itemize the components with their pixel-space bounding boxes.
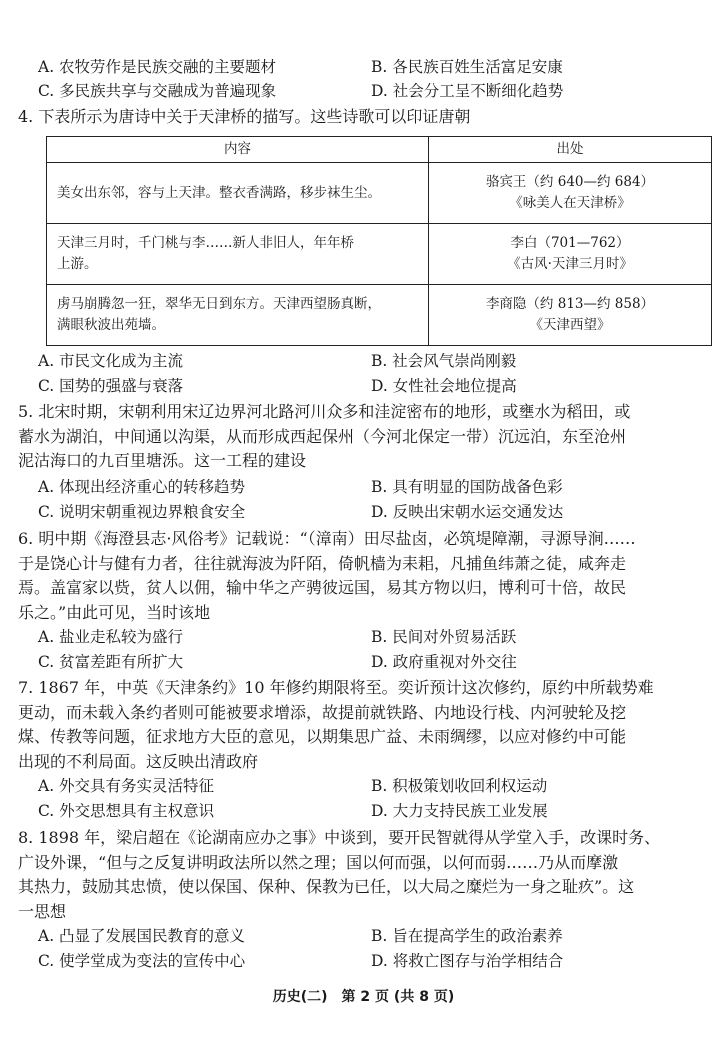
q7-stem: 7. 1867 年，中英《天津条约》10 年修约期限将至。奕䜣预计这次修约，原约中所载势难 更动，而未载入条约者则可能被要求增添，故提前就铁路、内地设行栈、内河驶轮及挖 煤、传教等问题，征求地方大臣的意见，以期集思广益、未雨绸缪，以应对修约中可能 出现的不利局面。这反映出清政府 bbox=[18, 678, 654, 771]
q3-option-a: A. 农牧劳作是民族交融的主要题材 bbox=[38, 58, 277, 76]
poem-content: 虏马崩腾忽一狂，翠华无日到东方。天津西望肠真断， 满眼秋波出苑墙。 bbox=[47, 285, 429, 346]
q6-option-c: C. 贫富差距有所扩大 bbox=[38, 653, 184, 671]
q4-option-a: A. 市民文化成为主流 bbox=[38, 352, 184, 370]
table-header-row bbox=[47, 137, 712, 163]
table-row bbox=[47, 285, 712, 346]
q5-option-d: D. 反映出宋朝水运交通发达 bbox=[371, 503, 564, 521]
q4-option-d: D. 女性社会地位提高 bbox=[371, 377, 517, 395]
table-row bbox=[47, 163, 712, 224]
poem-source: 李白（701—762） 《古风·天津三月时》 bbox=[429, 224, 712, 285]
q6-option-a: A. 盐业走私较为盛行 bbox=[38, 628, 184, 646]
q4-stem: 4. 下表所示为唐诗中关于天津桥的描写。这些诗歌可以印证唐朝 bbox=[18, 107, 471, 126]
q3-option-d: D. 社会分工呈不断细化趋势 bbox=[371, 82, 564, 100]
q8-stem: 8. 1898 年，梁启超在《论湖南应办之事》中谈到，要开民智就得从学堂入手，改课时务、 广设外课，“但与之反复讲明政法所以然之理；国以何而强，以何而弱……乃从而摩激 其热力，鼓励其忠愤，使以保国、保种、保教为已任，以大局之糜烂为一身之耻疚”。这 一思想 bbox=[18, 828, 661, 921]
q5-option-c: C. 说明宋朝重视边界粮食安全 bbox=[38, 503, 246, 521]
table-header-source: 出处 bbox=[429, 137, 712, 163]
q8-option-d: D. 将救亡图存与治学相结合 bbox=[371, 952, 564, 970]
q7-option-b: B. 积极策划收回利权运动 bbox=[371, 777, 548, 795]
q7-option-d: D. 大力支持民族工业发展 bbox=[371, 802, 548, 820]
poem-source: 骆宾王（约 640—约 684） 《咏美人在天津桥》 bbox=[429, 163, 712, 224]
q6-stem: 6. 明中期《海澄县志·风俗考》记载说：“（漳南）田尽盐卤，必筑堤障潮，寻源导涧…… 于是饶心计与健有力者，往往就海波为阡陌，倚帆樯为耒耜，凡捕鱼纬萧之徒，咸奔走 焉。盖富家以赀，贫人以佣，输中华之产骋彼远国，易其方物以归，博利可十倍，故民 乐之。”由此可见，当时该地 bbox=[18, 529, 636, 622]
poem-content: 美女出东邻，容与上天津。整衣香满路，移步袜生尘。 bbox=[47, 163, 429, 224]
q4-option-b: B. 社会风气崇尚刚毅 bbox=[371, 352, 517, 370]
q3-option-b: B. 各民族百姓生活富足安康 bbox=[371, 58, 563, 76]
table-header-content: 内容 bbox=[47, 137, 429, 163]
q7-option-c: C. 外交思想具有主权意识 bbox=[38, 802, 215, 820]
poem-table bbox=[46, 136, 712, 346]
q7-option-a: A. 外交具有务实灵活特征 bbox=[38, 777, 215, 795]
q8-option-c: C. 使学堂成为变法的宣传中心 bbox=[38, 952, 246, 970]
poem-content: 天津三月时，千门桃与李……新人非旧人，年年桥 上游。 bbox=[47, 224, 429, 285]
q4-option-c: C. 国势的强盛与衰落 bbox=[38, 377, 184, 395]
q5-stem: 5. 北宋时期，宋朝利用宋辽边界河北路河川众多和洼淀密布的地形，或壅水为稻田，或 蓄水为湖泊，中间通以沟渠，从而形成西起保州（今河北保定一带）沉远泊，东至沧州 泥沽海口的九百里塘泺。这一工程的建设 bbox=[18, 402, 631, 470]
q5-option-a: A. 体现出经济重心的转移趋势 bbox=[38, 478, 246, 496]
table-row bbox=[47, 224, 712, 285]
q6-option-b: B. 民间对外贸易活跃 bbox=[371, 628, 517, 646]
q5-option-b: B. 具有明显的国防战备色彩 bbox=[371, 478, 563, 496]
page-footer: 历史(二) 第 2 页 (共 8 页) bbox=[272, 989, 455, 1005]
poem-source: 李商隐（约 813—约 858） 《天津西望》 bbox=[429, 285, 712, 346]
q3-option-c: C. 多民族共享与交融成为普遍现象 bbox=[38, 82, 277, 100]
q8-option-b: B. 旨在提高学生的政治素养 bbox=[371, 927, 563, 945]
q6-option-d: D. 政府重视对外交往 bbox=[371, 653, 517, 671]
q8-option-a: A. 凸显了发展国民教育的意义 bbox=[38, 927, 246, 945]
